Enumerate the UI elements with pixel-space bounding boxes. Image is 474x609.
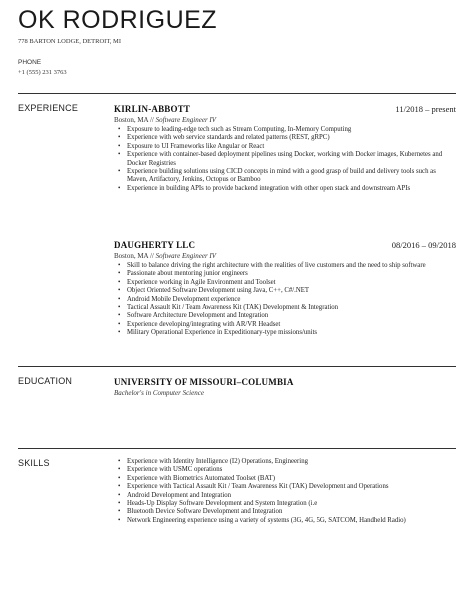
subtitle-separator: // [148, 252, 156, 260]
company-name: DAUGHERTY LLC [114, 240, 196, 250]
job-subtitle [114, 116, 456, 124]
list-item: • Passionate about mentoring junior engineers [114, 270, 456, 278]
job-dates: 11/2018 – present [395, 104, 456, 114]
list-item: • Experience developing/integrating with AR/VR Headset [114, 321, 456, 329]
list-item: • Experience with Tactical Assault Kit / Team Awareness Kit (TAK) Development and Operations [114, 483, 456, 491]
list-item: • Network Engineering experience using a variety of systems (3G, 4G, 5G, SATCOM, Handheld Radio) [114, 517, 456, 525]
job-location: Boston, MA [114, 116, 149, 124]
list-item: • Experience working in Agile Environment and Toolset [114, 279, 456, 287]
list-item: • Android Development and Integration [114, 492, 456, 500]
phone-number: +1 (555) 231 3763 [18, 69, 67, 76]
degree: Bachelor's in Computer Science [114, 389, 204, 397]
list-item: • Experience with Identity Intelligence (I2) Operations, Engineering [114, 458, 456, 466]
list-item: • Skill to balance driving the right architecture with the realities of live customers and the need to ship software [114, 262, 456, 270]
section-title-experience: EXPERIENCE [18, 103, 79, 113]
job-subtitle [114, 252, 456, 260]
list-item: • Experience with web service standards and related patterns (REST, gRPC) [114, 134, 456, 142]
list-item: • Experience with USMC operations [114, 466, 456, 474]
list-item: • Software Architecture Development and Integration [114, 312, 456, 320]
section-title-education: EDUCATION [18, 376, 73, 386]
job-location: Boston, MA [114, 252, 149, 260]
list-item: • Exposure to leading-edge tech such as Stream Computing, In-Memory Computing [114, 126, 456, 134]
job-header [114, 104, 456, 114]
divider-skills [18, 448, 456, 449]
job-entry [114, 104, 456, 193]
list-item: • Bluetooth Device Software Development and Integration [114, 508, 456, 516]
divider-experience [18, 93, 456, 94]
list-item: • Experience with Biometrics Automated Toolset (BAT) [114, 475, 456, 483]
section-title-skills: SKILLS [18, 458, 50, 468]
job-responsibilities [114, 126, 456, 193]
job-header [114, 240, 456, 250]
job-entry [114, 240, 456, 338]
candidate-name: OK RODRIGUEZ [18, 6, 218, 34]
list-item: • Experience in building APIs to provide backend integration with other open stack and downstream APIs [114, 185, 456, 193]
job-title: Software Engineer IV [155, 252, 217, 260]
phone-label: PHONE [18, 59, 42, 66]
address: 778 BARTON LODGE, DETROIT, MI [18, 38, 122, 45]
list-item: • Experience building solutions using CICD concepts in mind with a good grasp of build and delivery tools such as Maven, Artifactory, Jenkins, Octopus or Bamboo [114, 168, 456, 185]
job-dates: 08/2016 – 09/2018 [391, 240, 456, 250]
school-name: UNIVERSITY OF MISSOURI–COLUMBIA [114, 377, 294, 387]
education-entry [114, 377, 456, 397]
list-item: • Object Oriented Software Development using Java, C++, C#/.NET [114, 287, 456, 295]
skills-entry [114, 458, 456, 525]
list-item: • Exposure to UI Frameworks like Angular or React [114, 143, 456, 151]
list-item: • Experience with container-based deployment pipelines using Docker, working with Docker images, Kubernetes and Docker Registries [114, 151, 456, 168]
company-name: KIRLIN-ABBOTT [114, 104, 191, 114]
job-responsibilities [114, 262, 456, 338]
list-item: • Android Mobile Development experience [114, 296, 456, 304]
job-title: Software Engineer IV [155, 116, 217, 124]
subtitle-separator: // [148, 116, 156, 124]
divider-education [18, 366, 456, 367]
list-item: • Tactical Assault Kit / Team Awareness Kit (TAK) Development & Integration [114, 304, 456, 312]
list-item: • Heads-Up Display Software Development and System Integration (i.e [114, 500, 456, 508]
list-item: • Military Operational Experience in Expeditionary-type missions/units [114, 329, 456, 337]
skills-list [114, 458, 456, 525]
